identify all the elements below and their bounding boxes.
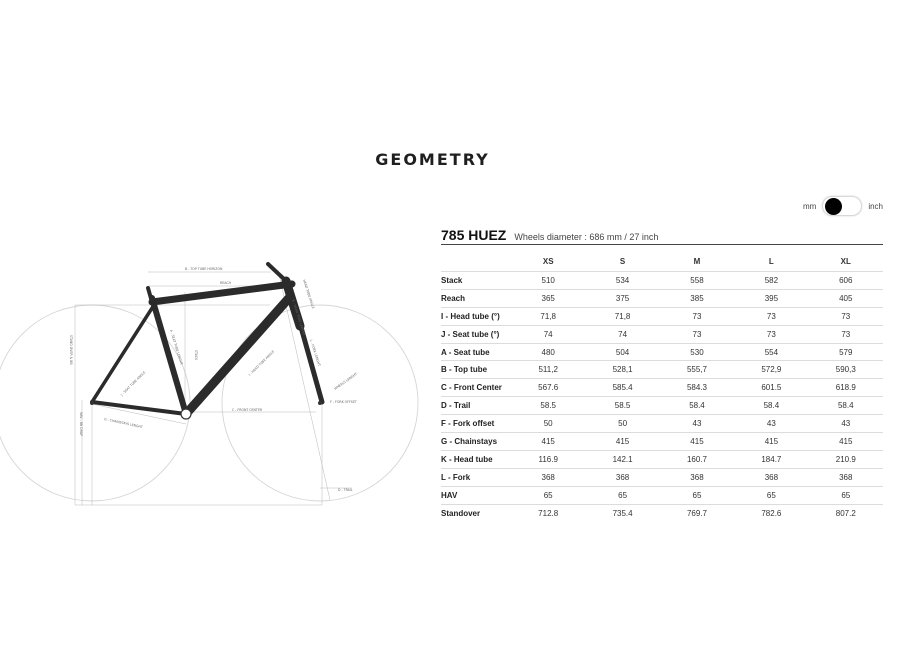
table-cell: 735.4 — [585, 504, 659, 521]
table-row — [441, 486, 883, 504]
unit-toggle — [797, 195, 889, 217]
size-header-row — [441, 252, 883, 272]
label-stand-over: STAND OVER & BB — [69, 335, 73, 365]
model-header — [441, 227, 658, 243]
size-header: XL — [840, 257, 851, 266]
table-cell: 368 — [511, 468, 585, 486]
front-hub — [318, 401, 322, 405]
table-cell: 65 — [809, 486, 883, 504]
table-row — [441, 361, 883, 379]
table-cell: 50 — [511, 415, 585, 433]
table-cell: 65 — [585, 486, 659, 504]
table-cell: 160.7 — [660, 450, 734, 468]
table-cell: 555,7 — [660, 361, 734, 379]
label-stack: STACK — [194, 350, 198, 361]
table-cell: 415 — [511, 433, 585, 451]
table-row — [441, 397, 883, 415]
table-cell: 572,9 — [734, 361, 808, 379]
down-tube — [186, 298, 289, 414]
label-chainstays: G - CHAINSTAYS LENGHT — [103, 417, 144, 430]
row-label: D - Trail — [441, 397, 511, 415]
table-cell: 415 — [585, 433, 659, 451]
chain-stay — [92, 402, 186, 414]
table-cell: 567.6 — [511, 379, 585, 397]
table-cell: 415 — [660, 433, 734, 451]
table-cell: 368 — [585, 468, 659, 486]
row-label: Reach — [441, 289, 511, 307]
table-cell: 43 — [660, 415, 734, 433]
table-cell: 58.4 — [809, 397, 883, 415]
label-fork-offset: F - FORK OFFSET — [330, 400, 357, 404]
table-row — [441, 289, 883, 307]
rear-hub — [90, 401, 94, 405]
table-cell: 530 — [660, 343, 734, 361]
table-cell: 368 — [660, 468, 734, 486]
table-cell: 368 — [734, 468, 808, 486]
table-cell: 43 — [809, 415, 883, 433]
table-cell: 405 — [809, 289, 883, 307]
table-cell: 415 — [809, 433, 883, 451]
table-cell: 71,8 — [511, 307, 585, 325]
table-cell: 584.3 — [660, 379, 734, 397]
wheels-diameter: Wheels diameter : 686 mm / 27 inch — [514, 232, 659, 242]
label-seat-tube-length: A - SEAT TUBE LENGHT — [169, 329, 184, 366]
switch-knob — [825, 198, 842, 215]
label-trail: D - TRAIL — [338, 488, 353, 492]
unit-switch[interactable] — [822, 196, 862, 216]
row-label: F - Fork offset — [441, 415, 511, 433]
table-cell: 590,3 — [809, 361, 883, 379]
table-cell: 585.4 — [585, 379, 659, 397]
table-cell: 43 — [734, 415, 808, 433]
table-row — [441, 468, 883, 486]
table-cell: 58.5 — [585, 397, 659, 415]
row-label: K - Head tube — [441, 450, 511, 468]
table-cell: 210.9 — [809, 450, 883, 468]
table-cell: 528,1 — [585, 361, 659, 379]
label-wheel-diameter: WHEELS LENGHT — [333, 371, 359, 391]
label-top-tube-horizon: B - TOP TUBE HORIZON — [185, 267, 223, 271]
table-cell: 142.1 — [585, 450, 659, 468]
row-label: L - Fork — [441, 468, 511, 486]
table-row — [441, 307, 883, 325]
row-label: B - Top tube — [441, 361, 511, 379]
table-cell: 601.5 — [734, 379, 808, 397]
table-cell: 782.6 — [734, 504, 808, 521]
table-cell: 415 — [734, 433, 808, 451]
table-cell: 504 — [585, 343, 659, 361]
top-tube — [152, 284, 292, 302]
label-head-tube-angle-i: I - HEAD TUBE ANGLE — [247, 349, 276, 377]
header-divider — [441, 244, 883, 245]
size-header: L — [768, 257, 774, 266]
row-label: Stack — [441, 272, 511, 290]
table-cell: 606 — [809, 272, 883, 290]
row-label: J - Seat tube (°) — [441, 325, 511, 343]
table-row — [441, 504, 883, 521]
table-cell: 395 — [734, 289, 808, 307]
table-row — [441, 415, 883, 433]
table-row — [441, 272, 883, 290]
unit-inch-label: inch — [868, 201, 884, 211]
label-hav: HAV - BB DROP — [79, 412, 83, 437]
table-cell: 73 — [809, 325, 883, 343]
geometry-table — [441, 252, 883, 521]
table-row — [441, 325, 883, 343]
table-cell: 58.4 — [734, 397, 808, 415]
table-cell: 184.7 — [734, 450, 808, 468]
row-label: HAV — [441, 486, 511, 504]
table-row — [441, 433, 883, 451]
table-cell: 534 — [585, 272, 659, 290]
unit-mm-label: mm — [803, 201, 817, 211]
table-cell: 510 — [511, 272, 585, 290]
table-cell: 807.2 — [809, 504, 883, 521]
table-cell: 74 — [585, 325, 659, 343]
row-label: I - Head tube (°) — [441, 307, 511, 325]
label-seat-tube-angle: J - SEAT TUBE ANGLE — [119, 370, 147, 397]
table-cell: 385 — [660, 289, 734, 307]
row-label: C - Front Center — [441, 379, 511, 397]
size-header: M — [693, 257, 701, 266]
table-cell: 58.4 — [660, 397, 734, 415]
table-cell: 579 — [809, 343, 883, 361]
table-cell: 74 — [511, 325, 585, 343]
table-cell: 65 — [511, 486, 585, 504]
seat-stay — [92, 305, 154, 402]
table-cell: 116.9 — [511, 450, 585, 468]
bike-geometry-diagram — [0, 230, 420, 520]
table-cell: 769.7 — [660, 504, 734, 521]
table-cell: 375 — [585, 289, 659, 307]
table-cell: 582 — [734, 272, 808, 290]
page-title: GEOMETRY — [375, 150, 490, 169]
table-cell: 65 — [660, 486, 734, 504]
table-cell: 712.8 — [511, 504, 585, 521]
table-cell: 73 — [734, 307, 808, 325]
table-cell: 71,8 — [585, 307, 659, 325]
seatpost — [148, 288, 152, 302]
label-front-center: C - FRONT CENTER — [232, 408, 263, 412]
size-header: S — [619, 257, 626, 266]
table-cell: 365 — [511, 289, 585, 307]
table-cell: 558 — [660, 272, 734, 290]
label-head-tube-length: K - HEAD TUBE LENGHT — [291, 299, 307, 337]
label-fork-length: L - FORK LENGHT — [309, 339, 322, 367]
table-cell: 73 — [809, 307, 883, 325]
row-label: A - Seat tube — [441, 343, 511, 361]
table-cell: 73 — [660, 325, 734, 343]
table-cell: 73 — [660, 307, 734, 325]
table-row — [441, 343, 883, 361]
table-cell: 50 — [585, 415, 659, 433]
table-row — [441, 379, 883, 397]
row-label: G - Chainstays — [441, 433, 511, 451]
row-label: Standover — [441, 504, 511, 521]
table-cell: 368 — [809, 468, 883, 486]
table-cell: 480 — [511, 343, 585, 361]
table-cell: 65 — [734, 486, 808, 504]
label-head-tube-angle: HEAD TUBE ANGLE — [302, 279, 316, 310]
label-reach: REACH — [220, 281, 231, 285]
table-cell: 554 — [734, 343, 808, 361]
model-name: 785 HUEZ — [441, 227, 507, 243]
table-cell: 58.5 — [511, 397, 585, 415]
size-header: XS — [542, 257, 554, 266]
table-row — [441, 450, 883, 468]
table-cell: 511,2 — [511, 361, 585, 379]
table-cell: 73 — [734, 325, 808, 343]
table-cell: 618.9 — [809, 379, 883, 397]
header-corner — [441, 252, 511, 272]
bottom-bracket — [181, 409, 191, 419]
